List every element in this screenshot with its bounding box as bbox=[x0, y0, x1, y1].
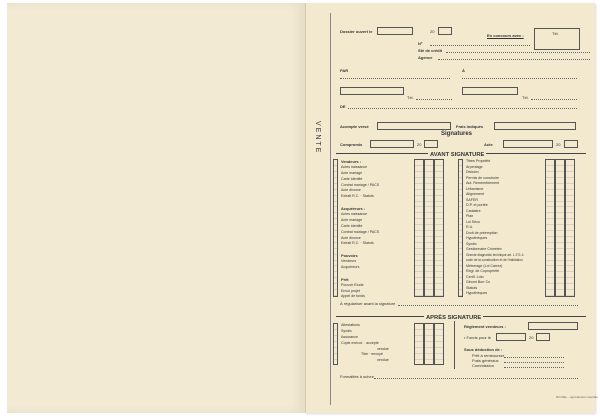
dossier-date-box[interactable] bbox=[377, 27, 413, 35]
avant-right-item: Aut. Remembrement bbox=[466, 181, 500, 185]
avant-right-item: Régl. de Copropriété bbox=[466, 269, 500, 273]
deduction-item: Commission bbox=[472, 363, 495, 368]
avant-right-item: Plan bbox=[466, 214, 474, 218]
fonds-label: • Fonds pour le bbox=[464, 335, 491, 340]
avant-right-item: Hypothèques bbox=[466, 291, 488, 295]
apres-left-item: Attestations bbox=[341, 323, 360, 327]
a-line-1[interactable] bbox=[462, 78, 577, 79]
avant-left-col-b[interactable] bbox=[424, 159, 434, 297]
avant-right-item: Droit de préemption bbox=[466, 230, 498, 235]
avant-left-item: Contrat mariage / PACS bbox=[341, 229, 380, 234]
footer-ref: NO.REL · reproduction interdite bbox=[556, 395, 598, 399]
credit-field[interactable] bbox=[446, 52, 590, 53]
a-tel-field[interactable] bbox=[531, 99, 577, 100]
avant-left-item: Carte identité bbox=[341, 223, 363, 228]
avant-left-item: Actes naissance bbox=[341, 212, 368, 217]
avant-right-col-b[interactable] bbox=[555, 159, 565, 297]
agence-label: Agence bbox=[418, 55, 433, 60]
avant-left-item: Extrait R.C. · Statuts bbox=[341, 194, 374, 199]
compromis-date-box[interactable] bbox=[370, 140, 414, 148]
a-box[interactable] bbox=[462, 87, 518, 95]
formalites-label: Formalités à suivre bbox=[340, 374, 374, 379]
apres-separator bbox=[454, 321, 455, 369]
spine-label: VENTE bbox=[314, 121, 321, 155]
avant-footer-field[interactable] bbox=[398, 305, 578, 306]
avant-right-item: Loi Sécu bbox=[466, 219, 480, 224]
apres-col-c[interactable] bbox=[434, 323, 444, 365]
avant-right-item: Gestionnaire Crimetex bbox=[466, 247, 502, 251]
avant-right-list bbox=[466, 159, 542, 297]
apres-title: APRÈS SIGNATURE bbox=[426, 315, 482, 321]
acte-year-prefix: 20 bbox=[556, 142, 561, 147]
avant-left-item: Acquéreurs bbox=[341, 265, 360, 270]
apres-left-item: Assurance bbox=[341, 334, 358, 339]
avant-left-item: Acte mariage bbox=[341, 217, 363, 222]
folder-back-cover bbox=[7, 3, 305, 413]
fonds-year-prefix: 20 bbox=[529, 335, 534, 340]
avant-left-item: Pouvoir Etude bbox=[341, 282, 364, 287]
deduction-field[interactable] bbox=[504, 357, 564, 358]
avant-left-item: Acte mariage bbox=[341, 170, 363, 175]
avant-right-item: Grande diagnostic technique art. L 271.4 bbox=[466, 252, 524, 257]
dossier-year-box[interactable] bbox=[438, 27, 452, 35]
apres-left-item: Syndic bbox=[341, 328, 352, 333]
apres-left-item: Copie exécut. · accepte bbox=[341, 340, 379, 345]
avant-left-item: Carte identité bbox=[341, 176, 363, 181]
formalites-field[interactable] bbox=[374, 378, 578, 379]
avant-right-item: Titres Propriété bbox=[466, 159, 491, 163]
avant-left-col-a[interactable] bbox=[414, 159, 424, 297]
apres-check-column[interactable] bbox=[333, 323, 338, 365]
avant-footer-label: À régulariser avant la signature bbox=[340, 301, 396, 306]
apres-left-item: Titre · envoyé bbox=[361, 352, 383, 357]
acte-date-box[interactable] bbox=[503, 140, 553, 148]
avant-left-item: Acte divorce bbox=[341, 188, 361, 193]
avant-right-item: Arpentage bbox=[466, 164, 483, 169]
fonds-year-box[interactable] bbox=[536, 333, 550, 341]
no-label: Nº bbox=[418, 41, 423, 46]
acompte-label: Acompte versé bbox=[340, 124, 369, 129]
par-label: PAR bbox=[340, 68, 349, 73]
margin-line bbox=[330, 13, 331, 405]
apres-left-item: vendue bbox=[377, 358, 389, 363]
reglement-box[interactable] bbox=[528, 322, 578, 330]
agence-field[interactable] bbox=[438, 59, 590, 60]
avant-right-item: Métrerage (Loi Carrez) bbox=[466, 263, 503, 268]
apres-left-list bbox=[341, 323, 411, 364]
a-tel-label: Tél. bbox=[522, 95, 529, 100]
avant-right-col-a[interactable] bbox=[545, 159, 555, 297]
deduction-item: Prêt à rembourser bbox=[472, 353, 505, 358]
avant-right-item: Hypothèques bbox=[466, 236, 488, 240]
avant-right-item: Cadastre bbox=[466, 208, 481, 213]
credit-label: Sté de crédit bbox=[418, 48, 443, 53]
avant-right-item: R.U. bbox=[466, 225, 474, 229]
par-tel-field[interactable] bbox=[416, 99, 452, 100]
acte-label: Acte bbox=[484, 142, 493, 147]
avant-left-item: Envoi projet bbox=[341, 288, 360, 293]
avant-title: AVANT SIGNATURE bbox=[430, 152, 485, 158]
avant-left-item: Extrait R.C. · Statuts bbox=[341, 241, 374, 246]
dossier-year-prefix: 20 bbox=[430, 29, 435, 34]
par-box[interactable] bbox=[340, 87, 404, 95]
par-tel-label: Tél. bbox=[407, 95, 414, 100]
avant-left-item: Acquéreurs : bbox=[341, 206, 365, 212]
avant-right-col-c[interactable] bbox=[565, 159, 575, 297]
deduction-title: Sous déduction de : bbox=[464, 347, 503, 352]
apres-left-item: vendue bbox=[377, 346, 389, 351]
compromis-label: Compromis bbox=[340, 142, 363, 147]
avant-left-item: Vendeurs bbox=[341, 259, 357, 264]
avant-right-check-column[interactable] bbox=[458, 159, 463, 297]
avant-left-item: Appel de fonds bbox=[341, 294, 365, 299]
deduction-field[interactable] bbox=[504, 362, 564, 363]
compromis-year-prefix: 20 bbox=[417, 142, 422, 147]
avant-left-item: Vendeurs : bbox=[341, 159, 361, 164]
avant-left-check-column[interactable] bbox=[333, 159, 338, 297]
deduction-field[interactable] bbox=[504, 367, 564, 368]
avant-left-item: Pouvoirs bbox=[341, 253, 358, 259]
avant-right-item: D.P. et portée bbox=[466, 203, 488, 207]
a-label: À bbox=[462, 68, 465, 73]
no-field[interactable] bbox=[430, 45, 530, 46]
avant-left-item: Acte divorce bbox=[341, 235, 361, 240]
avant-right-item: Urbanisme bbox=[466, 186, 484, 191]
signatures-title: Signatures bbox=[441, 131, 473, 137]
avant-right-item: Division bbox=[466, 170, 479, 174]
avant-left-item: Contrat mariage / PACS bbox=[341, 182, 380, 187]
avant-right-item: Syndic bbox=[466, 241, 477, 246]
fonds-date-box[interactable] bbox=[496, 333, 526, 341]
apres-col-a[interactable] bbox=[414, 323, 424, 365]
avant-right-item: code de la construction et de l'habitation bbox=[466, 258, 523, 262]
avant-right-item: Statuts bbox=[466, 285, 478, 290]
acompte-box[interactable] bbox=[377, 122, 451, 130]
concours-label: En concours avec : bbox=[487, 33, 524, 38]
frais-box[interactable] bbox=[494, 122, 576, 130]
dossier-label: Dossier ouvert le bbox=[340, 29, 373, 34]
concours-tel-label: Tél. bbox=[552, 31, 559, 36]
avant-left-col-c[interactable] bbox=[434, 159, 444, 297]
par-line-1[interactable] bbox=[340, 78, 450, 79]
compromis-year-box[interactable] bbox=[424, 140, 438, 148]
avant-right-item: Permis de construire bbox=[466, 175, 499, 180]
acte-year-box[interactable] bbox=[564, 140, 578, 148]
avant-right-item: Certif. Loto bbox=[466, 274, 484, 279]
avant-left-item: Prêt bbox=[341, 276, 349, 282]
reglement-title: Règlement vendeurs : bbox=[464, 324, 506, 329]
folder-front-cover bbox=[305, 3, 598, 413]
avant-left-list bbox=[341, 159, 413, 300]
avant-right-item: Géomt Burr Co bbox=[466, 280, 491, 284]
de-field[interactable] bbox=[348, 108, 577, 109]
deduction-item: Frais généraux bbox=[472, 358, 499, 363]
avant-left-item: Actes naissance bbox=[341, 164, 368, 169]
frais-label: Frais indiqués bbox=[456, 124, 484, 129]
avant-right-item: Alignement bbox=[466, 192, 484, 196]
avant-right-item: SAFER bbox=[466, 197, 478, 202]
apres-col-b[interactable] bbox=[424, 323, 434, 365]
document-folder bbox=[7, 3, 598, 413]
de-label: DE bbox=[340, 104, 346, 109]
